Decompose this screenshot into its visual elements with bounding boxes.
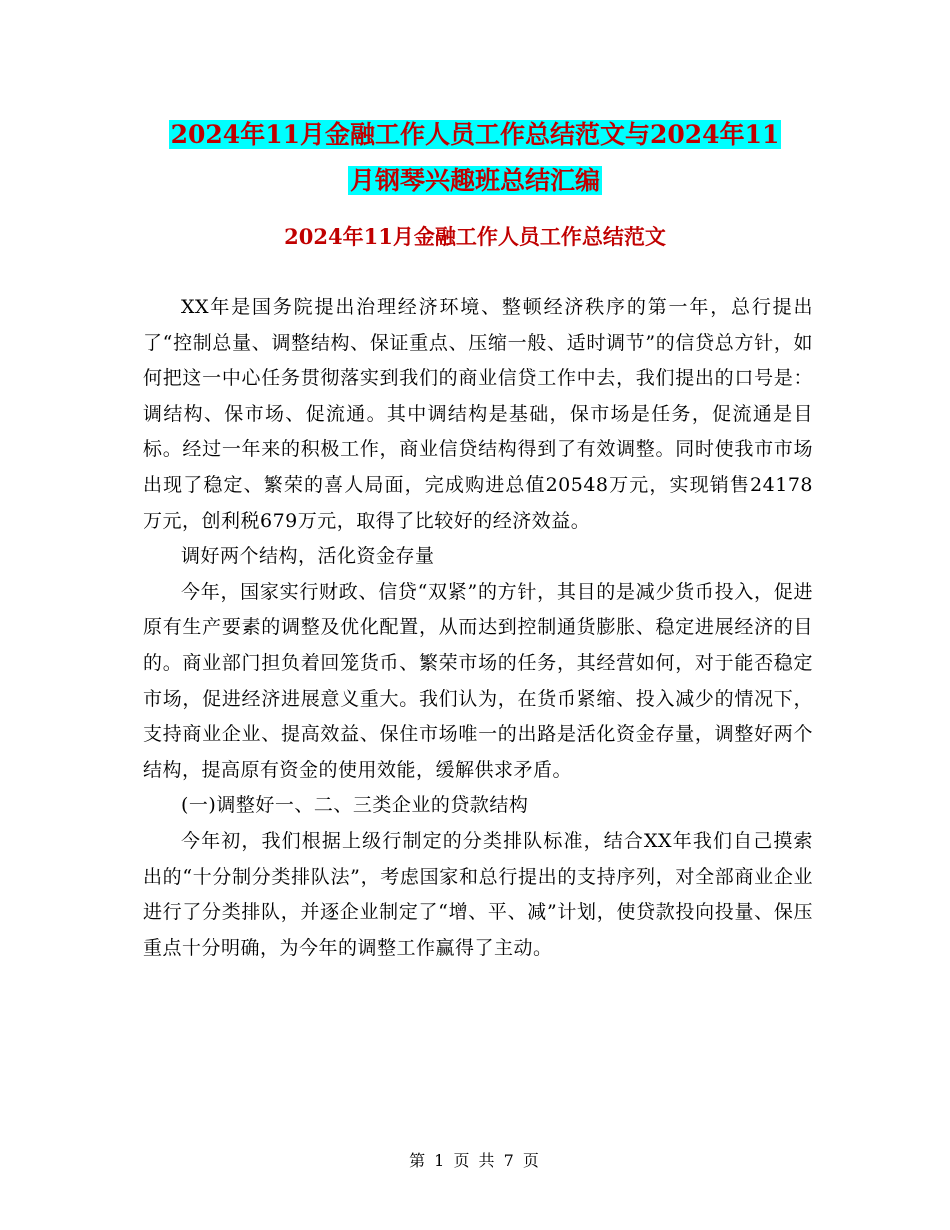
section-heading: 2024年11月金融工作人员工作总结范文 [284, 224, 666, 249]
paragraph-subheading-loans: (一)调整好一、二、三类企业的贷款结构 [181, 794, 529, 817]
paragraph-ranking: 今年初，我们根据上级行制定的分类排队标准，结合XX年我们自己摸索出的“十分制分类排队法”，考虑国家和总行提出的支持序列，对全部商业企业进行了分类排队，并逐企业制定了“增、平、减”计划，使贷款投向投量、保压重点十分明确，为今年的调整工作赢得了主动。 [143, 829, 813, 959]
document-title-line1: 2024年11月金融工作人员工作总结范文与2024年11 [170, 120, 780, 149]
paragraph-intro: XX年是国务院提出治理经济环境、整顿经济秩序的第一年，总行提出了“控制总量、调整结构、保证重点、压缩一般、适时调节”的信贷总方针，如何把这一中心任务贯彻落实到我们的商业信贷工作中去，我们提出的口号是：调结构、保市场、促流通。其中调结构是基础，保市场是任务，促流通是目标。经过一年来的积极工作，商业信贷结构得到了有效调整。同时使我市市场出现了稳定、繁荣的喜人局面，完成购进总值20548万元，实现销售24178万元，创利税679万元，取得了比较好的经济效益。 [143, 296, 813, 532]
document-title [150, 112, 800, 204]
paragraph-policy: 今年，国家实行财政、信贷“双紧”的方针，其目的是减少货币投入，促进原有生产要素的调整及优化配置，从而达到控制通货膨胀、稳定进展经济的目的。商业部门担负着回笼货币、繁荣市场的任务，其经营如何，对于能否稳定市场，促进经济进展意义重大。我们认为，在货币紧缩、投入减少的情况下，支持商业企业、提高效益、保住市场唯一的出路是活化资金存量，调整好两个结构，提高原有资金的使用效能，缓解供求矛盾。 [143, 580, 813, 781]
page-footer: 第 1 页 共 7 页 [409, 1151, 541, 1170]
document-title-line2: 月钢琴兴趣班总结汇编 [349, 166, 600, 195]
paragraph-heading-structures: 调好两个结构，活化资金存量 [181, 545, 435, 568]
document-body [143, 290, 813, 966]
